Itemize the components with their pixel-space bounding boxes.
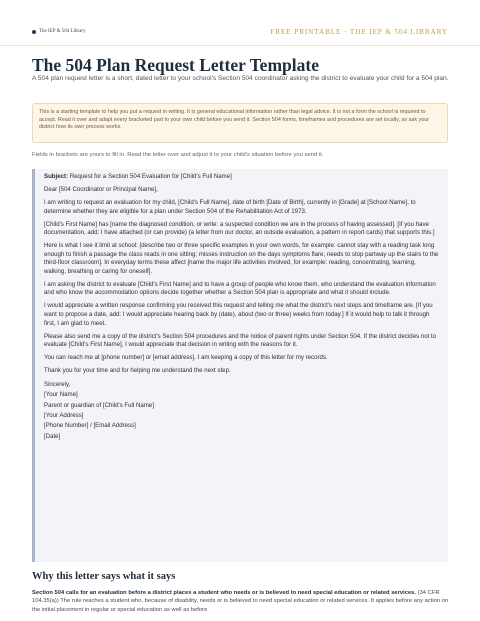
letter-paragraph: Please also send me a copy of the district's Section 504 procedures and the notice of parent rights under Section 504. If the district decides not to evaluate [Child's First Name], I would appreciate that decision in writing with the reasons for it.	[44, 332, 437, 349]
signoff-line: [Your Address]	[44, 412, 84, 420]
top-bar	[0, 0, 480, 46]
fields-note: Fields in brackets are yours to fill in. Read the letter over and adjust it to your child's situation before you send it.	[32, 152, 324, 158]
disclaimer-text: This is a starting template to help you put a request in writing. It is general educational information rather than legal advice. It is not a form the school is required to accept. Read it over and adapt every bracketed part to your own child before you send it. Section 504 forms, timeframes and procedures are set locally, so ask your district how its own process works.	[39, 109, 430, 131]
signoff-line: Sincerely,	[44, 381, 71, 389]
letter-paragraph: You can reach me at [phone number] or [email address]. I am keeping a copy of this letter for my records.	[44, 354, 328, 362]
brand-name: The IEP & 504 Library	[39, 29, 86, 34]
letter-salutation: Dear [504 Coordinator or Principal Name],	[44, 185, 158, 193]
letter-paragraph: I am asking the district to evaluate [Child's First Name] and to have a group of people who know them, who understand the evaluation information and who know the accommodation options decide together whether a Section 504 plan is appropriate and what it should include.	[44, 280, 436, 297]
section-text: (34 CFR 104.35(a)) The rule reaches a student who, because of disability, needs or is believed to need special education or related services. It applies before any action on the initial placement in regular or special education as well as before	[32, 590, 449, 613]
brand-dot-icon	[32, 30, 36, 34]
signoff-line: Parent or guardian of [Child's Full Name]	[44, 401, 154, 409]
letter-paragraph: Here is what I see it limit at school: [describe two or three specific examples in your own words, for example: cannot stay with a reading task long enough to finish a passage the class reads in one sitting; misses instruction on the days symptoms flare; needs to stop partway up the stairs to the third-floor classroom]. In everyday terms these affect [name the major life activities involved, for example: reading, concentrating, learning, walking, breathing or caring for oneself].	[44, 242, 439, 275]
signoff-line: [Phone Number] / [Email Address]	[44, 422, 136, 430]
letter-signoff	[44, 380, 439, 442]
subject-label: Subject:	[44, 173, 69, 180]
brand-logo[interactable]	[32, 29, 85, 34]
intro-text: A 504 plan request letter is a short, dated letter to your school's Section 504 coordinator asking the district to evaluate your child for a 504 plan.	[32, 75, 449, 82]
page-title: The 504 Plan Request Letter Template	[32, 55, 319, 75]
subject-text: Request for a Section 504 Evaluation for [Child's Full Name]	[68, 173, 232, 180]
header-tagline: FREE PRINTABLE · THE IEP & 504 LIBRARY	[270, 28, 448, 36]
letter-subject	[44, 173, 439, 182]
letter-paragraph: Thank you for your time and for helping me understand the next step.	[44, 367, 231, 375]
letter-paragraph: [Child's First Name] has [name the diagnosed condition, or write: a suspected condition we are in the process of having assessed]. [If you have documentation, add: I have attached (or can provide) (a letter from our doctor, an outside evaluation, a pattern in report cards) that supports this.]	[44, 220, 435, 237]
disclaimer-notice	[32, 103, 448, 143]
section-lead: Section 504 calls for an evaluation before a district places a student who needs or is believed to need special education or related services.	[32, 590, 417, 596]
letter-paragraph: I would appreciate a written response confirming you received this request and telling me what the district's next steps and timeframe are. [If you want to propose a date, add: I would appreciate hearing back by (date), about (two or three) weeks from today.] If it would help to talk it through first, I am glad to meet.	[44, 302, 433, 327]
signoff-line: [Your Name]	[44, 391, 78, 399]
section-heading: Why this letter says what it says	[32, 571, 176, 582]
letter-template	[32, 169, 448, 562]
signoff-line: [Date]	[44, 432, 61, 440]
letter-paragraph: I am writing to request an evaluation for my child, [Child's Full Name], date of birth [Date of Birth], currently in [Grade] at [School Name], to determine whether they are eligible for a plan under Section 504 of the Rehabilitation Act of 1973.	[44, 198, 416, 215]
section-body	[32, 589, 450, 621]
